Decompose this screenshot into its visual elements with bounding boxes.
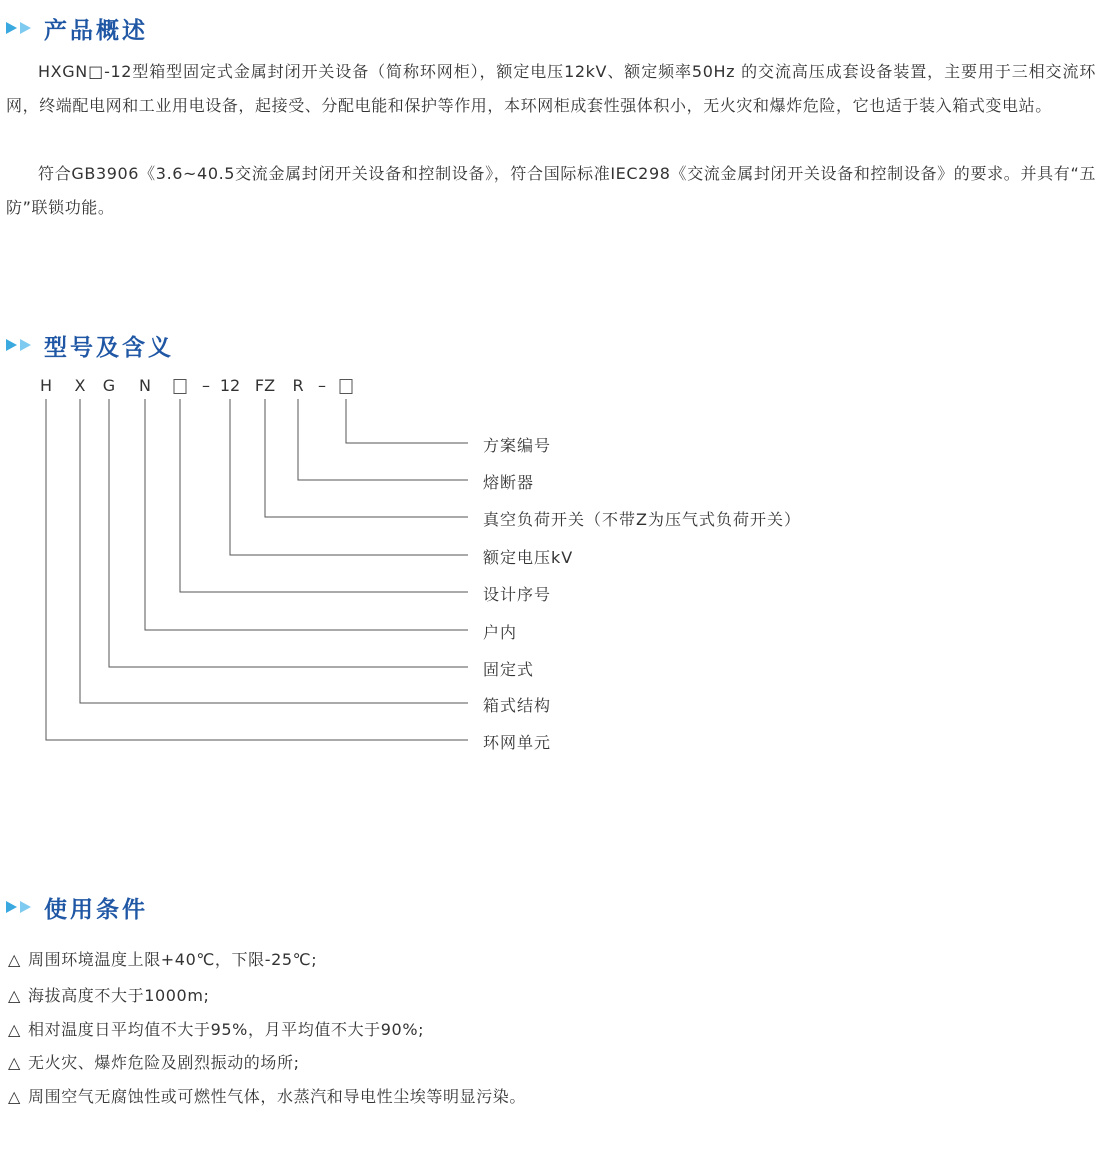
meaning-label-fuse: 熔断器 (483, 473, 535, 492)
triangle-icon: △ (8, 1087, 21, 1106)
section-title-model: 型号及含义 (44, 334, 174, 361)
triangle-icon: △ (8, 950, 21, 969)
leader-line-fuse (298, 399, 468, 480)
meaning-label-indoor: 户内 (483, 623, 518, 642)
triangle-icon: △ (8, 986, 21, 1005)
double-arrow-icon (6, 22, 34, 34)
meaning-label-fixed: 固定式 (483, 660, 535, 679)
overview-paragraph-2 (6, 157, 1096, 225)
condition-item (8, 1050, 300, 1073)
condition-item (8, 947, 317, 970)
overview-paragraph-1-text: HXGN□-12型箱型固定式金属封闭开关设备（简称环网柜），额定电压12kV、额定频率50Hz 的交流高压成套设备装置，主要用于三相交流环网，终端配电网和工业用电设备，起接受、分配电能和保护等作用，本环网柜成套性强体积小，无火灾和爆炸危险，它也适于装入箱式变电站。 (6, 62, 1096, 115)
section-header-conditions (6, 892, 148, 922)
condition-text: 相对温度日平均值不大于95%，月平均值不大于90%; (28, 1020, 425, 1039)
condition-item (8, 983, 210, 1006)
meaning-label-scheme: 方案编号 (483, 436, 552, 455)
double-arrow-icon (6, 901, 34, 913)
condition-text: 周围环境温度上限+40℃，下限-25℃; (28, 950, 318, 969)
overview-paragraph-2-text: 符合GB3906《3.6~40.5交流金属封闭开关设备和控制设备》，符合国际标准IEC298《交流金属封闭开关设备和控制设备》的要求。并具有“五防”联锁功能。 (6, 164, 1096, 217)
section-title-overview: 产品概述 (44, 17, 148, 44)
model-code (0, 376, 400, 398)
meaning-label-ring: 环网单元 (483, 733, 552, 752)
triangle-icon: △ (8, 1053, 21, 1072)
condition-item (8, 1017, 424, 1040)
condition-text: 周围空气无腐蚀性或可燃性气体，水蒸汽和导电性尘埃等明显污染。 (28, 1087, 527, 1106)
double-arrow-icon (6, 339, 34, 351)
leader-line-indoor (145, 399, 468, 630)
leader-line-ring (46, 399, 468, 740)
model-code-h: H (39, 376, 53, 395)
model-code-scheme-box (340, 379, 353, 394)
model-code-x: X (74, 376, 86, 395)
model-code-dash-2: – (318, 376, 326, 395)
leader-line-vacuum-switch (265, 399, 468, 517)
condition-text: 海拔高度不大于1000m; (28, 986, 210, 1005)
model-code-design-box (174, 379, 187, 394)
section-header-model (6, 330, 174, 360)
overview-paragraph-1 (6, 55, 1096, 123)
condition-text: 无火灾、爆炸危险及剧烈振动的场所; (28, 1053, 300, 1072)
model-code-fz: FZ (254, 376, 276, 395)
meaning-label-design: 设计序号 (483, 585, 552, 604)
meaning-label-voltage: 额定电压kV (483, 548, 574, 567)
leader-line-scheme (346, 399, 468, 443)
condition-item (8, 1084, 526, 1107)
model-code-voltage: 12 (219, 376, 241, 395)
model-code-g: G (102, 376, 116, 395)
leader-line-box (80, 399, 468, 703)
leader-line-fixed (109, 399, 468, 667)
leader-line-voltage (230, 399, 468, 555)
section-header-overview (6, 13, 148, 43)
section-title-conditions: 使用条件 (44, 896, 148, 923)
model-code-r: R (292, 376, 304, 395)
leader-line-design (180, 399, 468, 592)
meaning-label-box: 箱式结构 (483, 696, 552, 715)
model-code-dash-1: – (202, 376, 210, 395)
model-code-n: N (139, 376, 151, 395)
triangle-icon: △ (8, 1020, 21, 1039)
meaning-label-vacuum-switch: 真空负荷开关（不带Z为压气式负荷开关） (483, 510, 801, 529)
